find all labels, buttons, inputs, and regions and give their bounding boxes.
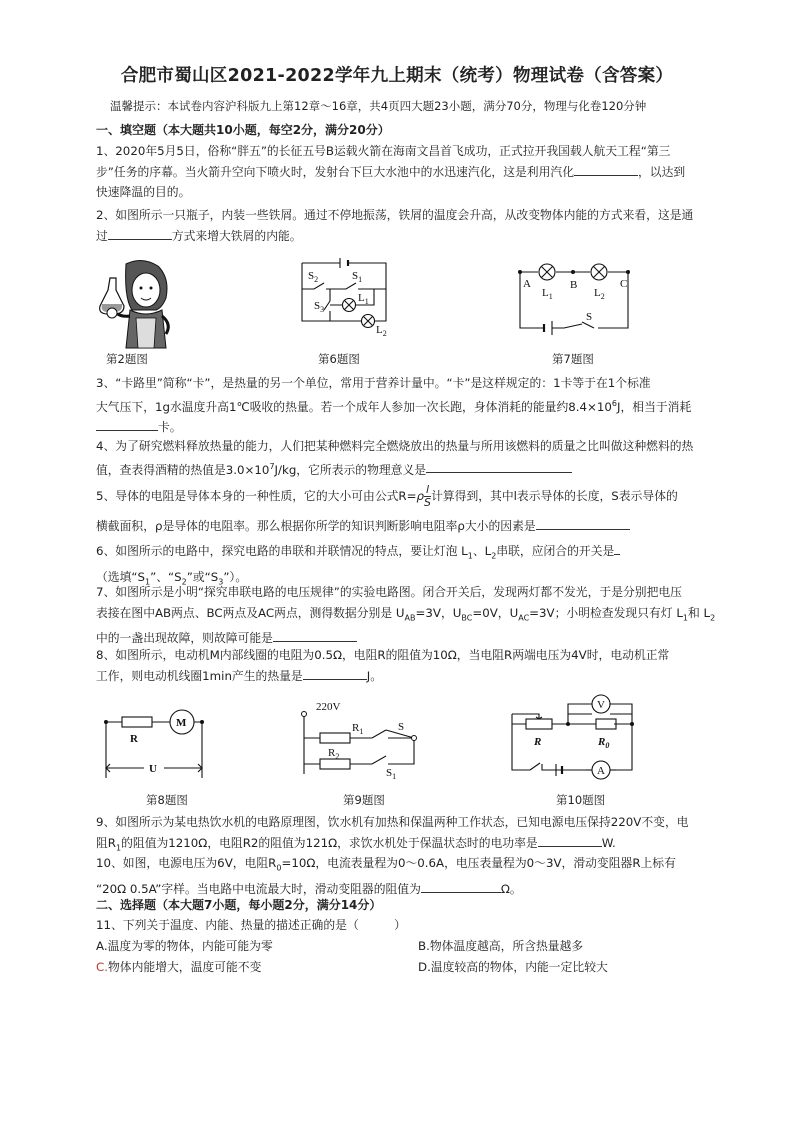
q9-text: W. (601, 835, 616, 850)
question-8 (96, 645, 669, 686)
l2-label: $L_2$ (376, 324, 387, 337)
caption-fig8: 第8题图 (146, 793, 188, 807)
q2-line1: 2、如图所示一只瓶子，内装一些铁屑。通过不停地振荡，铁屑的温度会升高，从改变物体内能的方式来看，这是通 (96, 208, 694, 222)
q9-line1: 9、如图所示为某电热饮水机的电路原理图，饮水机有加热和保温两种工作状态，已知电源电压保持220V不变，电 (96, 815, 689, 829)
s1-label: $S_1$ (352, 270, 363, 284)
q8-line1: 8、如图所示，电动机M内部线圈的电阻为0.5Ω，电阻R的阻值为10Ω，当电阻R两端电压为4V时，电动机正常 (96, 648, 670, 662)
q6-text: ”）。 (223, 569, 248, 584)
sub: 1 (682, 612, 689, 622)
answer-blank[interactable] (538, 834, 602, 847)
fraction-numerator: l (426, 483, 430, 496)
answer-blank[interactable] (536, 517, 630, 530)
q7-line1: 7、如图所示是小明“探究串联电路的电压规律”的实验电路图。闭合开关后，发现两灯都不发光，于是分别把电压 (96, 585, 682, 599)
switch-s-label: S (586, 311, 593, 323)
q1-line2-end: ，以达到 (638, 164, 686, 179)
question-4 (96, 436, 693, 480)
q1-line1: 1、2020年5月5日，俗称“胖五”的长征五号B运载火箭在海南文昌首飞成功，正式拉开我国载人航天工程“第三 (96, 144, 671, 158)
s1-label: $S_1$ (386, 767, 397, 781)
question-2 (96, 205, 693, 246)
question-1 (96, 141, 685, 203)
answer-blank[interactable] (108, 227, 172, 240)
figure-9-circuit (290, 700, 430, 782)
caption-fig6: 第6题图 (318, 352, 360, 366)
ammeter-a-label: A (597, 765, 605, 777)
r1-label: $R_1$ (352, 722, 364, 736)
figure-8-circuit (100, 700, 205, 782)
q4-line2-end: J/kg，它所表示的物理意义是 (274, 462, 427, 477)
option-b[interactable]: B.物体温度越高，所含热量越多 (418, 939, 584, 953)
question-3 (96, 373, 691, 437)
sub: 3 (218, 577, 224, 587)
q6-text: 、L (472, 544, 492, 558)
sub: 2 (710, 612, 716, 622)
q4-line2: 值，查表得酒精的热值是3.0×10 (96, 462, 270, 477)
answer-blank[interactable] (96, 418, 158, 431)
s2-label: $S_2$ (308, 270, 319, 284)
question-9 (96, 812, 689, 858)
q3-exponent: 6 (611, 398, 617, 408)
q7-line2: 表接在图中AB两点、BC两点及AC两点，测得数据分别是 U (96, 605, 405, 620)
q6-line2: （选填“S (96, 569, 145, 584)
figure-7-circuit (510, 258, 640, 338)
q6-text: ”或“S (186, 569, 219, 584)
caption-fig9: 第9题图 (343, 793, 385, 807)
q10-line1: 10、如图，电源电压为6V，电阻R (96, 856, 277, 870)
question-10 (96, 853, 676, 899)
l1-label: $L_1$ (542, 287, 553, 301)
question-5-cont (96, 516, 630, 537)
section-two-heading: 二、选择题（本大题7小题，每小题2分，满分14分） (96, 898, 382, 912)
sub: 2 (491, 551, 497, 561)
q6-text: ”、“S (150, 569, 182, 584)
answer-blank[interactable] (303, 667, 367, 680)
exam-tip: 温馨提示：本试卷内容沪科版九上第12章～16章，共4页四大题23小题，满分70分，物理与化卷120分钟 (110, 99, 647, 113)
sub: 0 (276, 863, 282, 873)
q8-line2-end: J。 (366, 668, 382, 683)
q2-line2-end: 方式来增大铁屑的内能。 (171, 228, 302, 243)
voltage-220v-label: 220V (316, 701, 341, 713)
answer-blank[interactable] (273, 629, 357, 642)
resistor-r-label: R (130, 733, 138, 745)
caption-fig10: 第10题图 (556, 793, 606, 807)
question-7 (96, 582, 715, 649)
option-c-letter: C. (96, 960, 108, 974)
sub: 1 (467, 551, 473, 561)
point-c-label: C (620, 278, 628, 290)
s3-label: $S_3$ (314, 300, 325, 314)
point-a-label: A (523, 278, 531, 290)
sub: 1 (116, 842, 122, 852)
q7-text: =3V，U (415, 605, 462, 620)
answer-blank[interactable] (426, 460, 572, 473)
option-a[interactable]: A.温度为零的物体，内能可能为零 (96, 939, 273, 953)
voltmeter-v-label: V (597, 699, 605, 711)
voltage-u-label: U (149, 763, 157, 775)
q4-line1: 4、为了研究燃料释放热量的能力，人们把某种燃料完全燃烧放出的热量与所用该燃料的质量之比叫做这种燃料的热 (96, 439, 694, 453)
q7-text: 和 L (688, 605, 711, 620)
question-11-stem: 11、下列关于温度、内能、热量的描述正确的是（ ） (96, 918, 406, 932)
option-c[interactable] (96, 957, 261, 978)
rho-symbol: ρ (416, 489, 425, 503)
figure-10-circuit (506, 690, 656, 782)
figure-2-girl-shaking-bottle (96, 258, 176, 350)
q7-text: =3V；小明检查发现只有灯 L (529, 605, 683, 620)
caption-fig2: 第2题图 (106, 352, 148, 366)
q3-line2: 大气压下，1g水温度升高1℃吸收的热量。若一个成年人参加一次长跑，身体消耗的能量约8.4×10 (96, 399, 612, 414)
q7-line3: 中的一盏出现故障，则故障可能是 (96, 631, 273, 646)
q8-line2: 工作，则电动机线圈1min产生的热量是 (96, 668, 303, 683)
r2-label: $R_2$ (328, 747, 340, 761)
q6-text: 串联，应闭合的开关是 (496, 544, 615, 558)
q9-text: 的阻值为1210Ω，电阻R2的阻值为121Ω，求饮水机处于保温状态时的电功率是 (121, 835, 538, 850)
l2-label: $L_2$ (594, 287, 605, 301)
q4-exponent: 7 (269, 461, 275, 471)
sub: AC (518, 612, 530, 622)
sub: 2 (181, 577, 187, 587)
sub: AB (404, 612, 416, 622)
q10-text: Ω。 (500, 881, 522, 896)
q3-line2-end: J，相当于消耗 (617, 399, 692, 414)
q9-line2: 阻R (96, 835, 116, 850)
answer-blank[interactable] (421, 880, 501, 893)
q5-line1: 5、导体的电阻是导体本身的一种性质，它的大小可由公式R= (96, 489, 417, 503)
point-b-label: B (570, 279, 578, 291)
q10-text: =10Ω，电流表量程为0～0.6A，电压表量程为0～3V，滑动变阻器R上标有 (281, 856, 676, 870)
r0-label: $R_0$ (598, 736, 610, 750)
rheostat-r-label: R (534, 736, 542, 748)
figure-6-circuit (294, 255, 394, 337)
q3-line3: 卡。 (158, 419, 182, 434)
q2-line2-start: 过 (96, 228, 108, 243)
q10-line2: “20Ω 0.5A”字样。当电路中电流最大时，滑动变阻器的阻值为 (96, 881, 421, 896)
option-c-text: 物体内能增大，温度可能不变 (108, 960, 262, 974)
q1-line2: 步”任务的序幕。当火箭升空向下喷火时，发射台下巨大水池中的水迅速汽化，这是利用汽化 (96, 164, 574, 179)
q6-line1: 6、如图所示的电路中，探究电路的串联和并联情况的特点，要让灯泡 L (96, 544, 468, 558)
q3-line1: 3、“卡路里”简称“卡”，是热量的另一个单位，常用于营养计量中。“卡”是这样规定的：1卡等于在1个标准 (96, 376, 651, 390)
answer-blank[interactable] (614, 542, 620, 555)
sub: BC (461, 612, 473, 622)
switch-s-label: S (398, 721, 405, 733)
sub: 1 (145, 577, 151, 587)
fraction-denominator: S (424, 496, 432, 509)
motor-m-label: M (176, 717, 187, 729)
question-5 (96, 484, 678, 509)
answer-blank[interactable] (574, 163, 638, 176)
q5-line1-end: 计算得到，其中l表示导体的长度，S表示导体的 (431, 489, 678, 503)
page-title: 合肥市蜀山区2021-2022学年九上期末（统考）物理试卷（含答案） (120, 66, 674, 86)
q5-line2: 横截面积，ρ是导体的电阻率。那么根据你所学的知识判断影响电阻率ρ大小的因素是 (96, 519, 536, 533)
section-one-heading: 一、填空题（本大题共10小题，每空2分，满分20分） (96, 123, 390, 137)
q7-text: =0V，U (472, 605, 519, 620)
caption-fig7: 第7题图 (552, 352, 594, 366)
q1-line3: 快速降温的目的。 (96, 185, 191, 199)
l1-label: $L_1$ (358, 292, 369, 306)
option-d[interactable]: D.温度较高的物体，内能一定比较大 (418, 960, 608, 974)
